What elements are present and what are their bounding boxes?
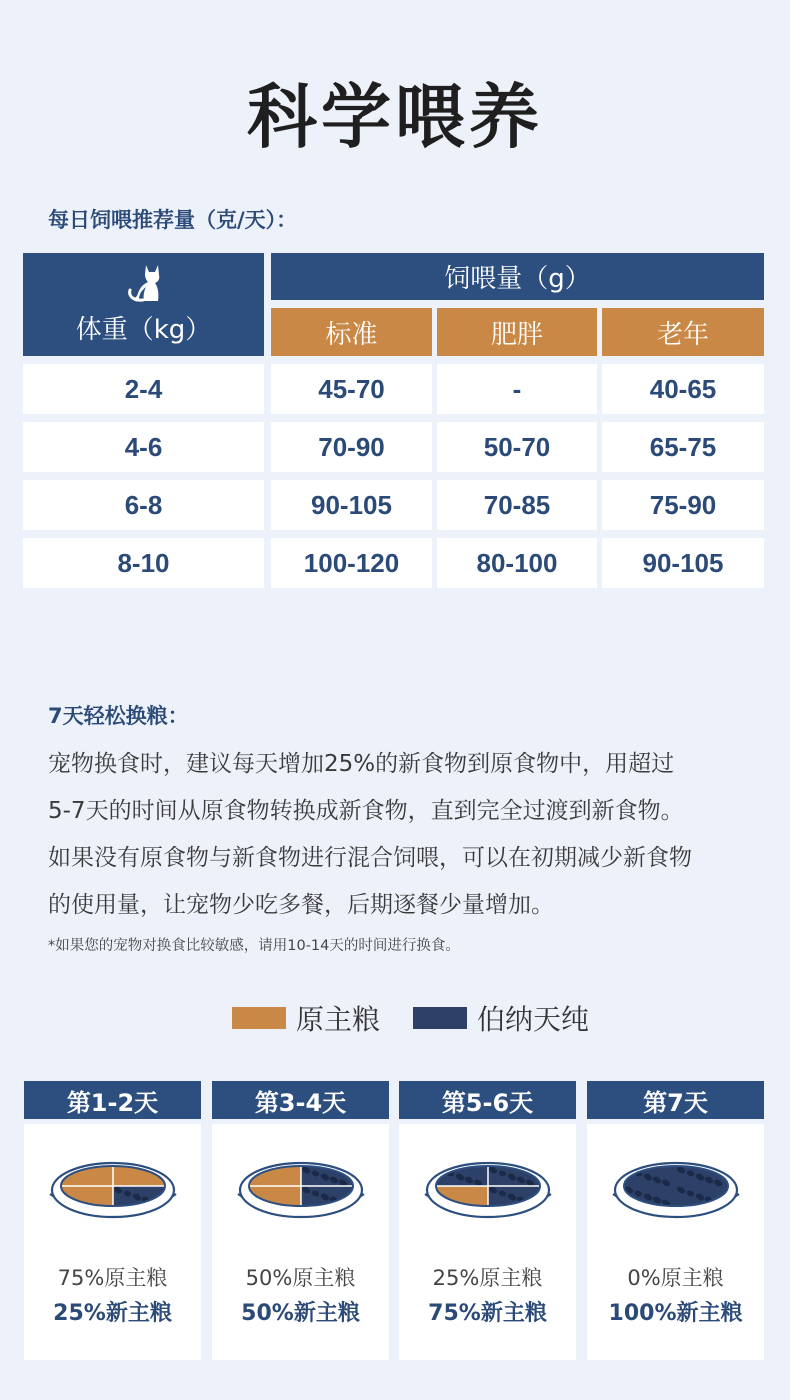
kibble-piece — [510, 1176, 516, 1181]
legend-label: 伯纳天纯 — [477, 1003, 590, 1036]
table-cell-standard: 70-90 — [271, 422, 432, 472]
kibble-piece — [646, 1176, 652, 1181]
kibble-piece — [716, 1182, 722, 1187]
kibble-piece — [707, 1179, 713, 1184]
table-cell-senior: 90-105 — [602, 538, 764, 588]
table-cell-weight: 4-6 — [23, 422, 264, 472]
new-food-percent: 100%新主粮 — [608, 1301, 743, 1326]
kibble-piece — [636, 1192, 642, 1197]
table-cell-obese: 70-85 — [437, 480, 597, 530]
kibble-piece — [323, 1196, 329, 1201]
weight-header-label: 体重（kg） — [75, 315, 212, 345]
table-cell-obese: 50-70 — [437, 422, 597, 472]
kibble-piece — [116, 1189, 122, 1194]
table-cell-standard: 90-105 — [271, 480, 432, 530]
kibble-piece — [437, 1167, 443, 1172]
kibble-piece — [304, 1189, 310, 1194]
kibble-piece — [510, 1196, 516, 1201]
food-bowl-icon — [423, 1158, 553, 1238]
col-header-obese: 肥胖 — [437, 308, 597, 356]
kibble-piece — [467, 1179, 473, 1184]
kibble-piece — [688, 1172, 694, 1177]
sensitivity-note: *如果您的宠物对换食比较敏感，请用10-14天的时间进行换食。 — [48, 938, 460, 954]
table-cell-senior: 65-75 — [602, 422, 764, 472]
col-header-senior: 老年 — [602, 308, 764, 356]
food-bowl-icon — [48, 1158, 178, 1238]
day-card — [212, 1124, 389, 1360]
paragraph-line: 如果没有原食物与新食物进行混合饲喂，可以在初期减少新食物 — [48, 845, 692, 871]
kibble-piece — [458, 1176, 464, 1181]
kibble-piece — [698, 1176, 704, 1181]
amount-header: 饲喂量（g） — [271, 253, 764, 300]
kibble-piece — [125, 1192, 131, 1197]
feeding-subtitle: 每日饲喂推荐量（克/天）： — [48, 208, 298, 232]
kibble-piece — [679, 1169, 685, 1174]
kibble-piece — [664, 1182, 670, 1187]
kibble-piece — [313, 1192, 319, 1197]
kibble-piece — [323, 1176, 329, 1181]
table-cell-obese: - — [437, 364, 597, 414]
table-cell-standard: 45-70 — [271, 364, 432, 414]
old-food-percent: 75%原主粮 — [57, 1266, 168, 1290]
day-header: 第7天 — [587, 1081, 764, 1119]
table-cell-senior: 40-65 — [602, 364, 764, 414]
old-food-percent: 0%原主粮 — [627, 1266, 724, 1290]
kibble-piece — [625, 1167, 631, 1172]
kibble-piece — [679, 1189, 685, 1194]
new-food-percent: 75%新主粮 — [428, 1301, 547, 1326]
cat-icon — [122, 263, 166, 303]
transition-subtitle: 7天轻松换粮： — [48, 704, 189, 728]
kibble-piece — [655, 1179, 661, 1184]
table-cell-weight: 6-8 — [23, 480, 264, 530]
kibble-piece — [698, 1196, 704, 1201]
transition-paragraph — [48, 741, 748, 929]
table-cell-weight: 8-10 — [23, 538, 264, 588]
weight-header — [23, 253, 264, 356]
day-header: 第1-2天 — [24, 1081, 201, 1119]
legend-label: 原主粮 — [296, 1003, 381, 1036]
new-food-percent: 50%新主粮 — [241, 1301, 360, 1326]
paragraph-line: 的使用量，让宠物少吃多餐，后期逐餐少量增加。 — [48, 892, 554, 918]
legend-swatch-navy — [413, 1007, 467, 1029]
kibble-piece — [500, 1192, 506, 1197]
table-cell-weight: 2-4 — [23, 364, 264, 414]
food-bowl-icon — [236, 1158, 366, 1238]
old-food-percent: 50%原主粮 — [245, 1266, 356, 1290]
kibble-piece — [491, 1169, 497, 1174]
kibble-piece — [332, 1179, 338, 1184]
legend-swatch-orange — [232, 1007, 286, 1029]
kibble-piece — [304, 1169, 310, 1174]
day-card — [587, 1124, 764, 1360]
legend-item-new-food — [413, 998, 589, 1038]
day-header: 第5-6天 — [399, 1081, 576, 1119]
old-food-percent: 25%原主粮 — [432, 1266, 543, 1290]
kibble-piece — [688, 1192, 694, 1197]
table-cell-obese: 80-100 — [437, 538, 597, 588]
kibble-piece — [519, 1179, 525, 1184]
day-card — [399, 1124, 576, 1360]
kibble-piece — [313, 1172, 319, 1177]
kibble-piece — [500, 1172, 506, 1177]
day-card — [24, 1124, 201, 1360]
paragraph-line: 5-7天的时间从原食物转换成新食物，直到完全过渡到新食物。 — [48, 798, 684, 824]
kibble-piece — [135, 1196, 141, 1201]
day-header: 第3-4天 — [212, 1081, 389, 1119]
col-header-standard: 标准 — [271, 308, 432, 356]
kibble-piece — [646, 1196, 652, 1201]
kibble-piece — [491, 1189, 497, 1194]
new-food-percent: 25%新主粮 — [53, 1301, 172, 1326]
page-title: 科学喂养 — [247, 76, 543, 158]
legend-item-old-food — [232, 998, 380, 1038]
kibble-piece — [655, 1199, 661, 1204]
table-cell-standard: 100-120 — [271, 538, 432, 588]
food-bowl-icon — [611, 1158, 741, 1238]
paragraph-line: 宠物换食时，建议每天增加25%的新食物到原食物中，用超过 — [48, 751, 675, 777]
table-cell-senior: 75-90 — [602, 480, 764, 530]
